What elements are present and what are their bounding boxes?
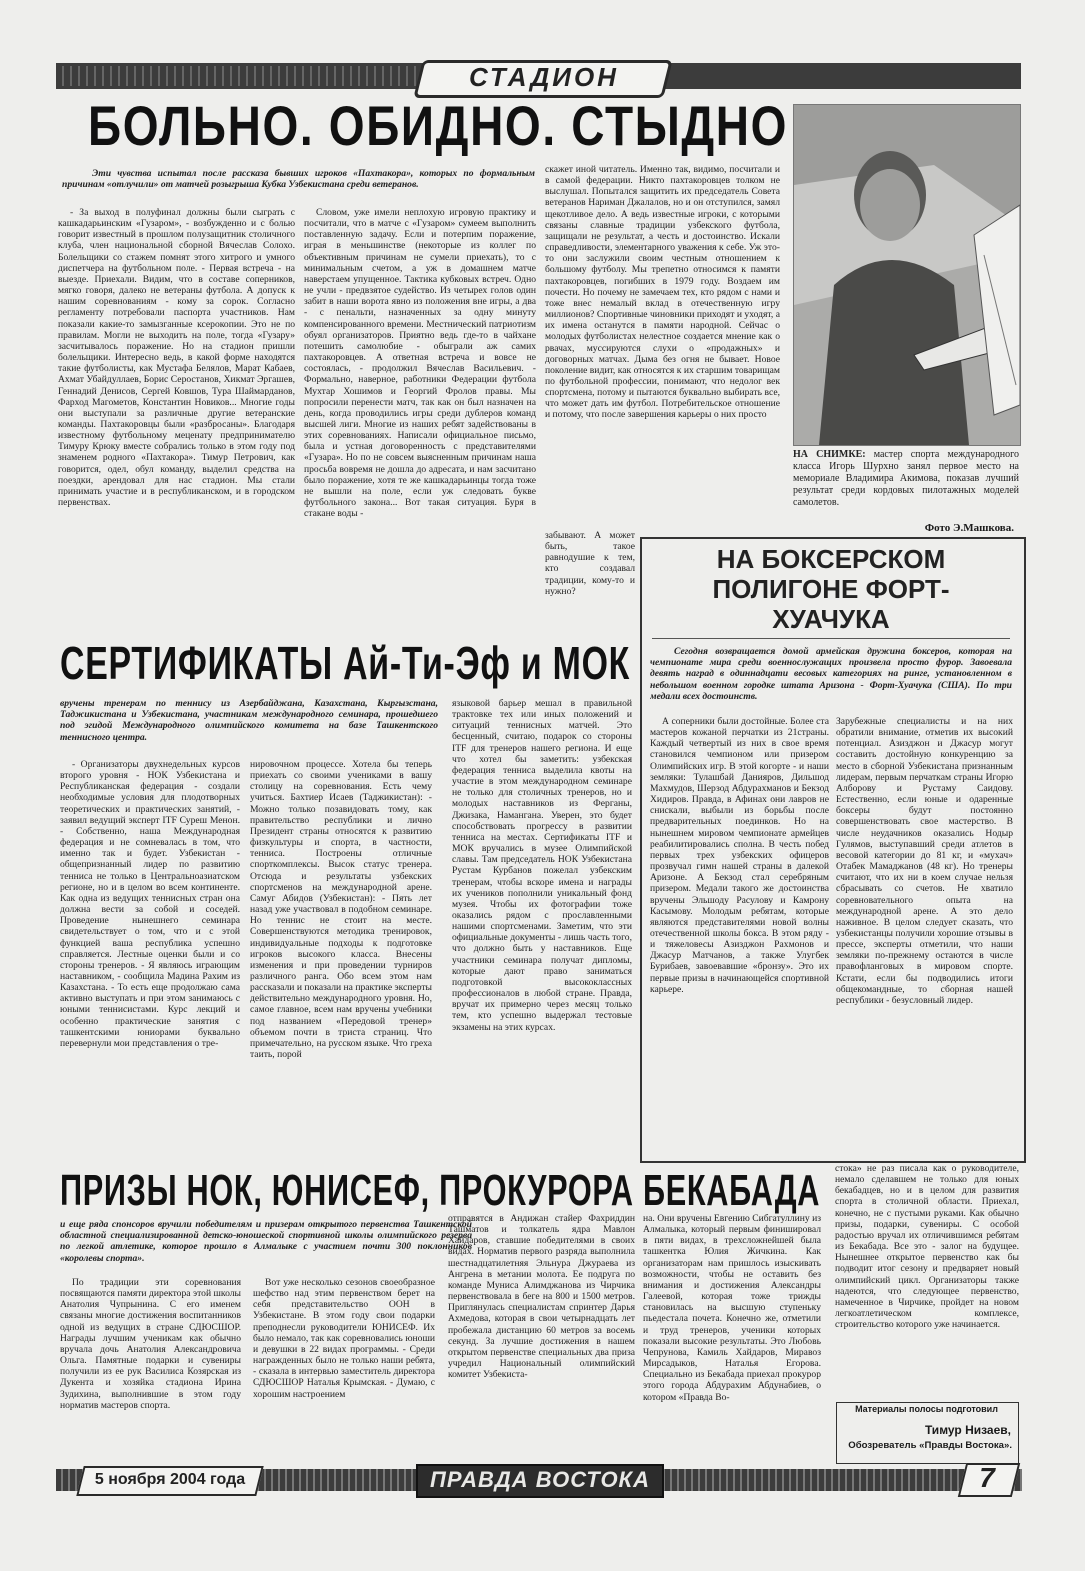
section-label: СТАДИОН <box>469 62 619 92</box>
article1-photo <box>793 104 1021 446</box>
section-band-left-stripe <box>56 66 416 86</box>
article3-title-line2: ПОЛИГОНЕ ФОРТ- <box>712 574 950 604</box>
article1-lead: Эти чувства испытал после рассказа бывших игроков «Пахтакора», которых по формальным причинам «отлучили» от матчей розыгрыша Кубка Узбекистана среди ветеранов. <box>62 168 535 191</box>
article3-title-line3: ХУАЧУКА <box>772 604 890 634</box>
article4-col1: По традиции эти соревнования посвящаются памяти директора этой школы Анатолия Чупрынина. С его именем связаны многие достижения воспитанников одной из ведущих в стране СДЮСШОР. Награды лучшим ученикам как обычно вручала дочь Анатолия Александровича Ольга. Памятные подарки и сувениры получили из ее рук Василиса Козярская из Дукента и хозяйка стадиона Ирина Зудихина, выполнившие в этом году норматив мастеров спорта. <box>60 1277 241 1411</box>
article1-title: БОЛЬНО. ОБИДНО. СТЫДНО <box>88 94 789 157</box>
article3-title-rule <box>652 638 1010 639</box>
article4-col2: Вот уже несколько сезонов своеобразное шефство над этим первенством берет на себя представительство ООН в Узбекистане. В этом году свои подарки преподнесли руководители ЮНИСЕФ. Их было немало, так как соревновались юноши и девушки в 22 видах программы. - Среди награжденных было не только наши ребята, - сказала в интервью заместитель директора СДЮСШОР Наталья Крымская. - Думаю, с хорошим настроением <box>253 1277 435 1400</box>
article1-photo-credit: Фото Э.Машкова. <box>924 522 1014 534</box>
article2-title: СЕРТИФИКАТЫ Ай-Ти-Эф и МОК <box>60 637 631 689</box>
article3-title <box>642 544 1020 634</box>
article1-col2: Словом, уже имели неплохую игровую практику и посчитали, что в матче с «Гузаром» сумеем выполнить поставленную задачу. Если и потерпим поражение, играя в меньшинстве (некоторые из коллег по объективным причинам не сумели приехать), то с минимальным счетом, а уж в домашнем матче наверстаем упущенное. Тактика кубковых встреч. Одно не учли - предвзятое судейство. Из четырех голов один забит в наши ворота явно из положения вне игры, а два - с пенальти, назначенных за одну минуту компенсированного времени. Местнический патриотизм обуял организаторов. Приятно ведь где-то в чайхане потешить самолюбие - обыграли аж самих пахтакоровцев. А ответная встреча и вовсе не состоялась, - продолжил Вячеслав Васильевич. - Формально, наверное, работники Федерации футбола Мухтар Хошимов и Георгий Фролов правы. Мы попросили перенести матч, так как он был назначен на день, когда проводились игры среди дублеров команд высшей лиги. Многие из наших ребят задействованы в этих соревнованиях. Написали официальное письмо, была и устная договоренность с представителями «Гузара». Но по не совсем выясненным причинам наша просьба вовремя не дошла до адресата, и нам засчитано было поражение, хотя те же кашкадарьинцы тогда тоже не вышли на поле, если уж следовать букве футбольного закона... Вот такая ситуация. Буря в стакане воды - <box>304 207 536 520</box>
photo-caption-label: НА СНИМКЕ: <box>793 449 866 460</box>
article2-col3: языковой барьер мешал в правильной трактовке тех или иных положений и ситуаций теннисных матчей. Это бесценный, считаю, подарок со стороны ITF для тренеров нашего региона. И еще что хотел бы заметить: узбекская федерация тенниса выделила квоты на участие в этом международном семинаре не только для столичных тренеров, но и молодых наставников из Ферганы, Джизака, Намангана. Уверен, это будет способствовать прогрессу в развитии тенниса на местах. Сертификаты ITF и МОК вручались в музее Олимпийской славы. Там председатель НОК Узбекистана Рустам Курбанов пожелал узбекским тренерам, чтобы вскоре имена и награды их учеников пополнили уникальный фонд музея. Чтобы их фотографии тоже оказались рядом с прославленными нашими спортсменами. Заметим, что эти официальные документы - лишь часть того, что должно быть у наставников. Еще участники семинара получат дипломы, которые дают право заниматься подготовкой высококлассных профессионалов в любой стране. Правда, вручат их примерно через месяц только тем, кто успешно выдержал тестовые экзамены на этих курсах. <box>452 698 632 1033</box>
footer-page-number: 7 <box>979 1462 995 1493</box>
article4-title: ПРИЗЫ НОК, ЮНИСЕФ, ПРОКУРОРА БЕКАБАДА <box>60 1166 821 1215</box>
article3-lead: Сегодня возвращается домой армейская дружина боксеров, которая на чемпионате мира среди военнослужащих произвела просто фурор. Завоевала девять наград в одиннадцати весовых категориях на ринге, установленном в небольшом военном городке штата Аризона - Форт-Хуачука (США). По три медали всех достоинств. <box>650 646 1012 702</box>
photo-caption-text: мастер спорта международного класса Игорь Шурхно занял первое место на мемориале Владимира Акимова, показав лучший результат среди кордовых пилотажных моделей самолетов. <box>793 449 1019 508</box>
article2-lead: вручены тренерам по теннису из Азербайджана, Казахстана, Кыргызстана, Таджикистана и Узбекистана, участникам международного семинара, прошедшего под эгидой Международного олимпийского комитета на базе Ташкентского теннисного центра. <box>60 698 438 743</box>
article4-lead: и еще ряда спонсоров вручили победителям и призерам открытого первенства Ташкентской областной специализированной детско-юношеской спортивной школы олимпийского резерва по легкой атлетике, которое прошло в Алмалыке с участием почти 300 поклонников «королевы спорта». <box>60 1219 472 1264</box>
article3-col1: А соперники были достойные. Более ста мастеров кожаной перчатки из 21страны. Каждый четвертый из них в свое время становился чемпионом или призером Олимпийских игр. В этой когорте - и наши земляки: Тулашбай Данияров, Дильшод Махмудов, Шерзод Абдурахманов и Бекзод Хидиров. Правда, в Афинах они лавров не снискали, выбыли из борьбы после предварительных поединков. Но на нынешнем мировом чемпионате армейцев реабилитировались сполна. В честь побед первых трех узбекских офицеров прозвучал гимн нашей страны в далекой Аризоне. А Бекзод стал серебряным призером. Медали такого же достоинства вручены Эльшоду Расулову и Камрону Касымову. Молодым ребятам, которые являются представителями новой волны отечественной школы бокса. В этом ряду - и тяжеловесы Азизджон Рахмонов и Джасур Матчанов, а также Улугбек Бурибаев, завоевавшие «бронзу». Это их первые призы в начинающейся спортивной карьере. <box>650 716 829 995</box>
credits-role: Обозреватель «Правды Востока». <box>848 1440 1012 1451</box>
article1-col1: - За выход в полуфинал должны были сыграть с кашкадарьинским «Гузаром», - возбужденно и с болью говорит известный в прошлом полузащитник столичного клуба, член национальной сборной Вячеслав Солохо. Болельщики со стажем помнят этого хитрого и умного диспетчера на футбольном поле. - Первая встреча - на выезде. Приехали. Видим, что в составе соперников, мягко говоря, далеко не ветераны футбола. А допуск к нашим соревнованиям - кому за сорок. Согласно регламенту потребовали паспорта участников. Нам показали какие-то замызганные ксерокопии. Это не по правилам. Могли не выходить на поле, тогда «Гузару» засчитывалось поражение. Но на стадион пришли болельщики. Интересно ведь, в какой форме находятся такие футболисты, как Мустафа Белялов, Марат Кабаев, Ахмат Убайдуллаев, Борис Серостанов, Хикмат Эргашев, Геннадий Денисов, Сергей Ковшов, Тура Шаймарданов, Фарход Магометов, Константин Новиков... Многие годы они выступали за различные другие ветеранские команды. Пахтакоровцы были «разбросаны». Благодаря известному футбольному меценату предпринимателю Тимуру Крюку вместе собрались только в этом году под знаменем родного «Пахтакора». Тимур Петрович, как говорится, одел, обул команду, выделил средства на поездки, арендовал для нас стадион. Мы стали принимать участие и в республиканском, и в городском первенствах. <box>58 207 295 509</box>
article3-col2: Зарубежные специалисты и на них обратили внимание, отметив их высокий потенциал. Азизджон и Джасур могут составить достойную конкуренцию за место в сборной Узбекистана признанным лидерам, первым перчаткам страны Игорю Алборову и Рустаму Саидову. Естественно, если юные и одаренные боксеры будут постоянно совершенствовать свое мастерство. В числе неудачников оказались Нодыр Гулямов, выступавший среди атлетов в весовой категории до 81 кг, и «мухач» Отабек Мамаджанов (48 кг). Но тренеры считают, что их ни в коем случае нельзя сбрасывать со счетов. Не хватило соревновательного опыта на международной арене. А это дело наживное. В целом следует сказать, что узбекистанцы получили хорошие отзывы в прессе, эксперты отметили, что наши земляки по-прежнему остаются в числе правофланговых в мировом спорте. Кстати, если бы подводились итоги общекомандные, то сборная нашей республики - безусловный лидер. <box>836 716 1013 1006</box>
pilot-with-model-plane-image <box>794 105 1020 445</box>
article1-col3a: скажет иной читатель. Именно так, видимо, посчитали и в самой федерации. Никто пахтакоровцев толком не выслушал. Попытался защитить их председатель Совета ветеранов Нариман Джалалов, но и он отступился, замял щекотливое дело. А ведь известные игроки, с которыми связаны славные традиции узбекского футбола, защищали не результат, а честь и достоинство. Искали справедливости, элементарного уважения к себе. Уж это-то они заслужили своим честным отношением к большому футболу. Мы трепетно относимся к памяти пахтакоровцев, погибших в 1979 году. Воздаем им почести. Но почему не замечаем тех, кто рядом с нами и тоже внес немалый вклад в отечественную игру миллионов? Спортивные чиновники приходят и уходят, а их имена останутся в памяти народной. Сейчас о молодых футболистах нелестное создается мнение как о рвачах, муссируются слухи о «продажных» и договорных матчах. Дыма без огня не бывает. Новое поколение видит, как относятся к их старшим товарищам по футбольной профессии, понимают, что недолог век спортсмена, потому и пытаются буквально выбирать все, что может дать им футбол. Потребительское отношение и потому, что после завершения карьеры о них просто <box>545 164 780 421</box>
footer-paper-name: ПРАВДА ВОСТОКА <box>430 1467 650 1492</box>
credits-label: Материалы полосы подготовил <box>855 1404 998 1414</box>
article4-col4: на. Они вручены Евгению Сибгатуллину из Алмалыка, который первым финишировал в пяти видах, в трехсложнейшей была ташкентка Юлия Жичкина. Как организаторам нам пришлось изыскивать возможности, чтобы не оставить без внимания и достижения Александры Галеевой, которая тоже трижды становилась на высшую ступеньку пьедестала почета. Конечно же, отметили и труд тренеров, ученики которых показали высокие результаты. Это Любовь Чепрунова, Камиль Хайдаров, Миравоз Мирсадыков, Наталья Егорова. Специально из Бекабада приехал прокурор этого города Абдурахим Абдунабиев, о котором «Правда Во- <box>643 1213 821 1403</box>
article4-col3: отправятся в Андижан стайер Фахриддин Ташматов и толкатель ядра Мавлон Хайдаров, ставшие победителями в своих видах. Норматив первого разряда выполнила шестнадцатилетняя Эльнура Джураева из Ангрена в метании молота. Ее подруга по команде Муниса Алимджанова из Чирчика первенствовала в беге на 800 и 1500 метров. Приглянулась специалистам спринтер Дарья Ахмедова, которая в свои четырнадцать лет пробежала дистанцию 60 метров за восемь секунд. За лучшие достижения в нашем открытом первенстве специальных два приза учредил Национальный олимпийский комитет Узбекиста- <box>448 1213 635 1381</box>
article1-col3b: забывают. А может быть, такое равнодушие к тем, кто создавал традиции, кому-то и нужно? <box>545 530 635 597</box>
article2-col2: нировочном процессе. Хотела бы теперь приехать со своими учениками в вашу столицу на соревнования. Есть чему учиться. Бахтиер Исаев (Таджикистан): - Можно только позавидовать тому, как правительство республики и лично Президент страны относятся к развитию физкультуры и спорта, в частности, тенниса. Построены отличные спорткомплексы. Высок статус тренера. Отсюда и результаты узбекских спортсменов на международной арене. Самуг Абидов (Узбекистан): - Пять лет назад уже участвовал в подобном семинаре. Но теннис не стоит на месте. Совершенствуются методика тренировок, индивидуальные подходы к подготовке игроков высокого класса. Внесены изменения и при проведении турниров различного ранга. Обо всем этом нам рассказали и показали на практике эксперты действительно международного уровня. Но, самое главное, всем нам вручены учебники под названием «Передовой тренер» объемом почти в триста страниц. Что примечательно, на русском языке. Что греха таить, порой <box>250 759 432 1061</box>
article1-photo-caption <box>793 449 1019 509</box>
article3-title-line1: НА БОКСЕРСКОМ <box>716 544 946 574</box>
credits-author: Тимур Низаев, <box>924 1423 1011 1437</box>
article2-col1: - Организаторы двухнедельных курсов второго уровня - НОК Узбекистана и Республиканская федерация - создали необходимые условия для плодотворных теоретических и практических занятий, - заявил ведущий эксперт ITF Суреш Менон. - Собственно, наша Международная федерация и не сомневалась в том, что именно так и будет. Узбекистан - общепризнанный лидер по развитию тенниса не только в Центральноазиатском регионе, но и в целом во всем континенте. Как одна из ведущих теннисных стран она должна вести за собой и соседей. Проведение нынешнего семинара свидетельствует о том, что и с этой функцией ваша республика успешно справляется. Лестные оценки были и со стороны тренеров. - Я являюсь играющим наставником, - сообщила Мадина Рахим из Казахстана. - То есть еще продолжаю сама активно выступать и при этом занимаюсь с юными теннисистами. Курс лекций и особенно практические занятия с ташкентскими юниорами буквально перевернули мои представления о тре- <box>60 759 240 1049</box>
footer-date: 5 ноября 2004 года <box>94 1471 246 1488</box>
article4-col5: стока» не раз писала как о руководителе, немало сделавшем не только для юных бекабадцев, но и в целом для развития спорта в столичной области. Приехал, конечно, не с пустыми руками. Как обычно призы, подарки, сувениры. С особой радостью вручал их отличившимся ребятам из Бекабада. Все это - залог на будущее. Нынешнее открытое первенство как бы подводит итог сезону и предваряет новый олимпийский цикл. Организаторы также надеются, что следующее первенство, намеченное в Чирчике, пройдет на новом легкоатлетическом комплексе, строительство которого уже начинается. <box>835 1163 1019 1331</box>
